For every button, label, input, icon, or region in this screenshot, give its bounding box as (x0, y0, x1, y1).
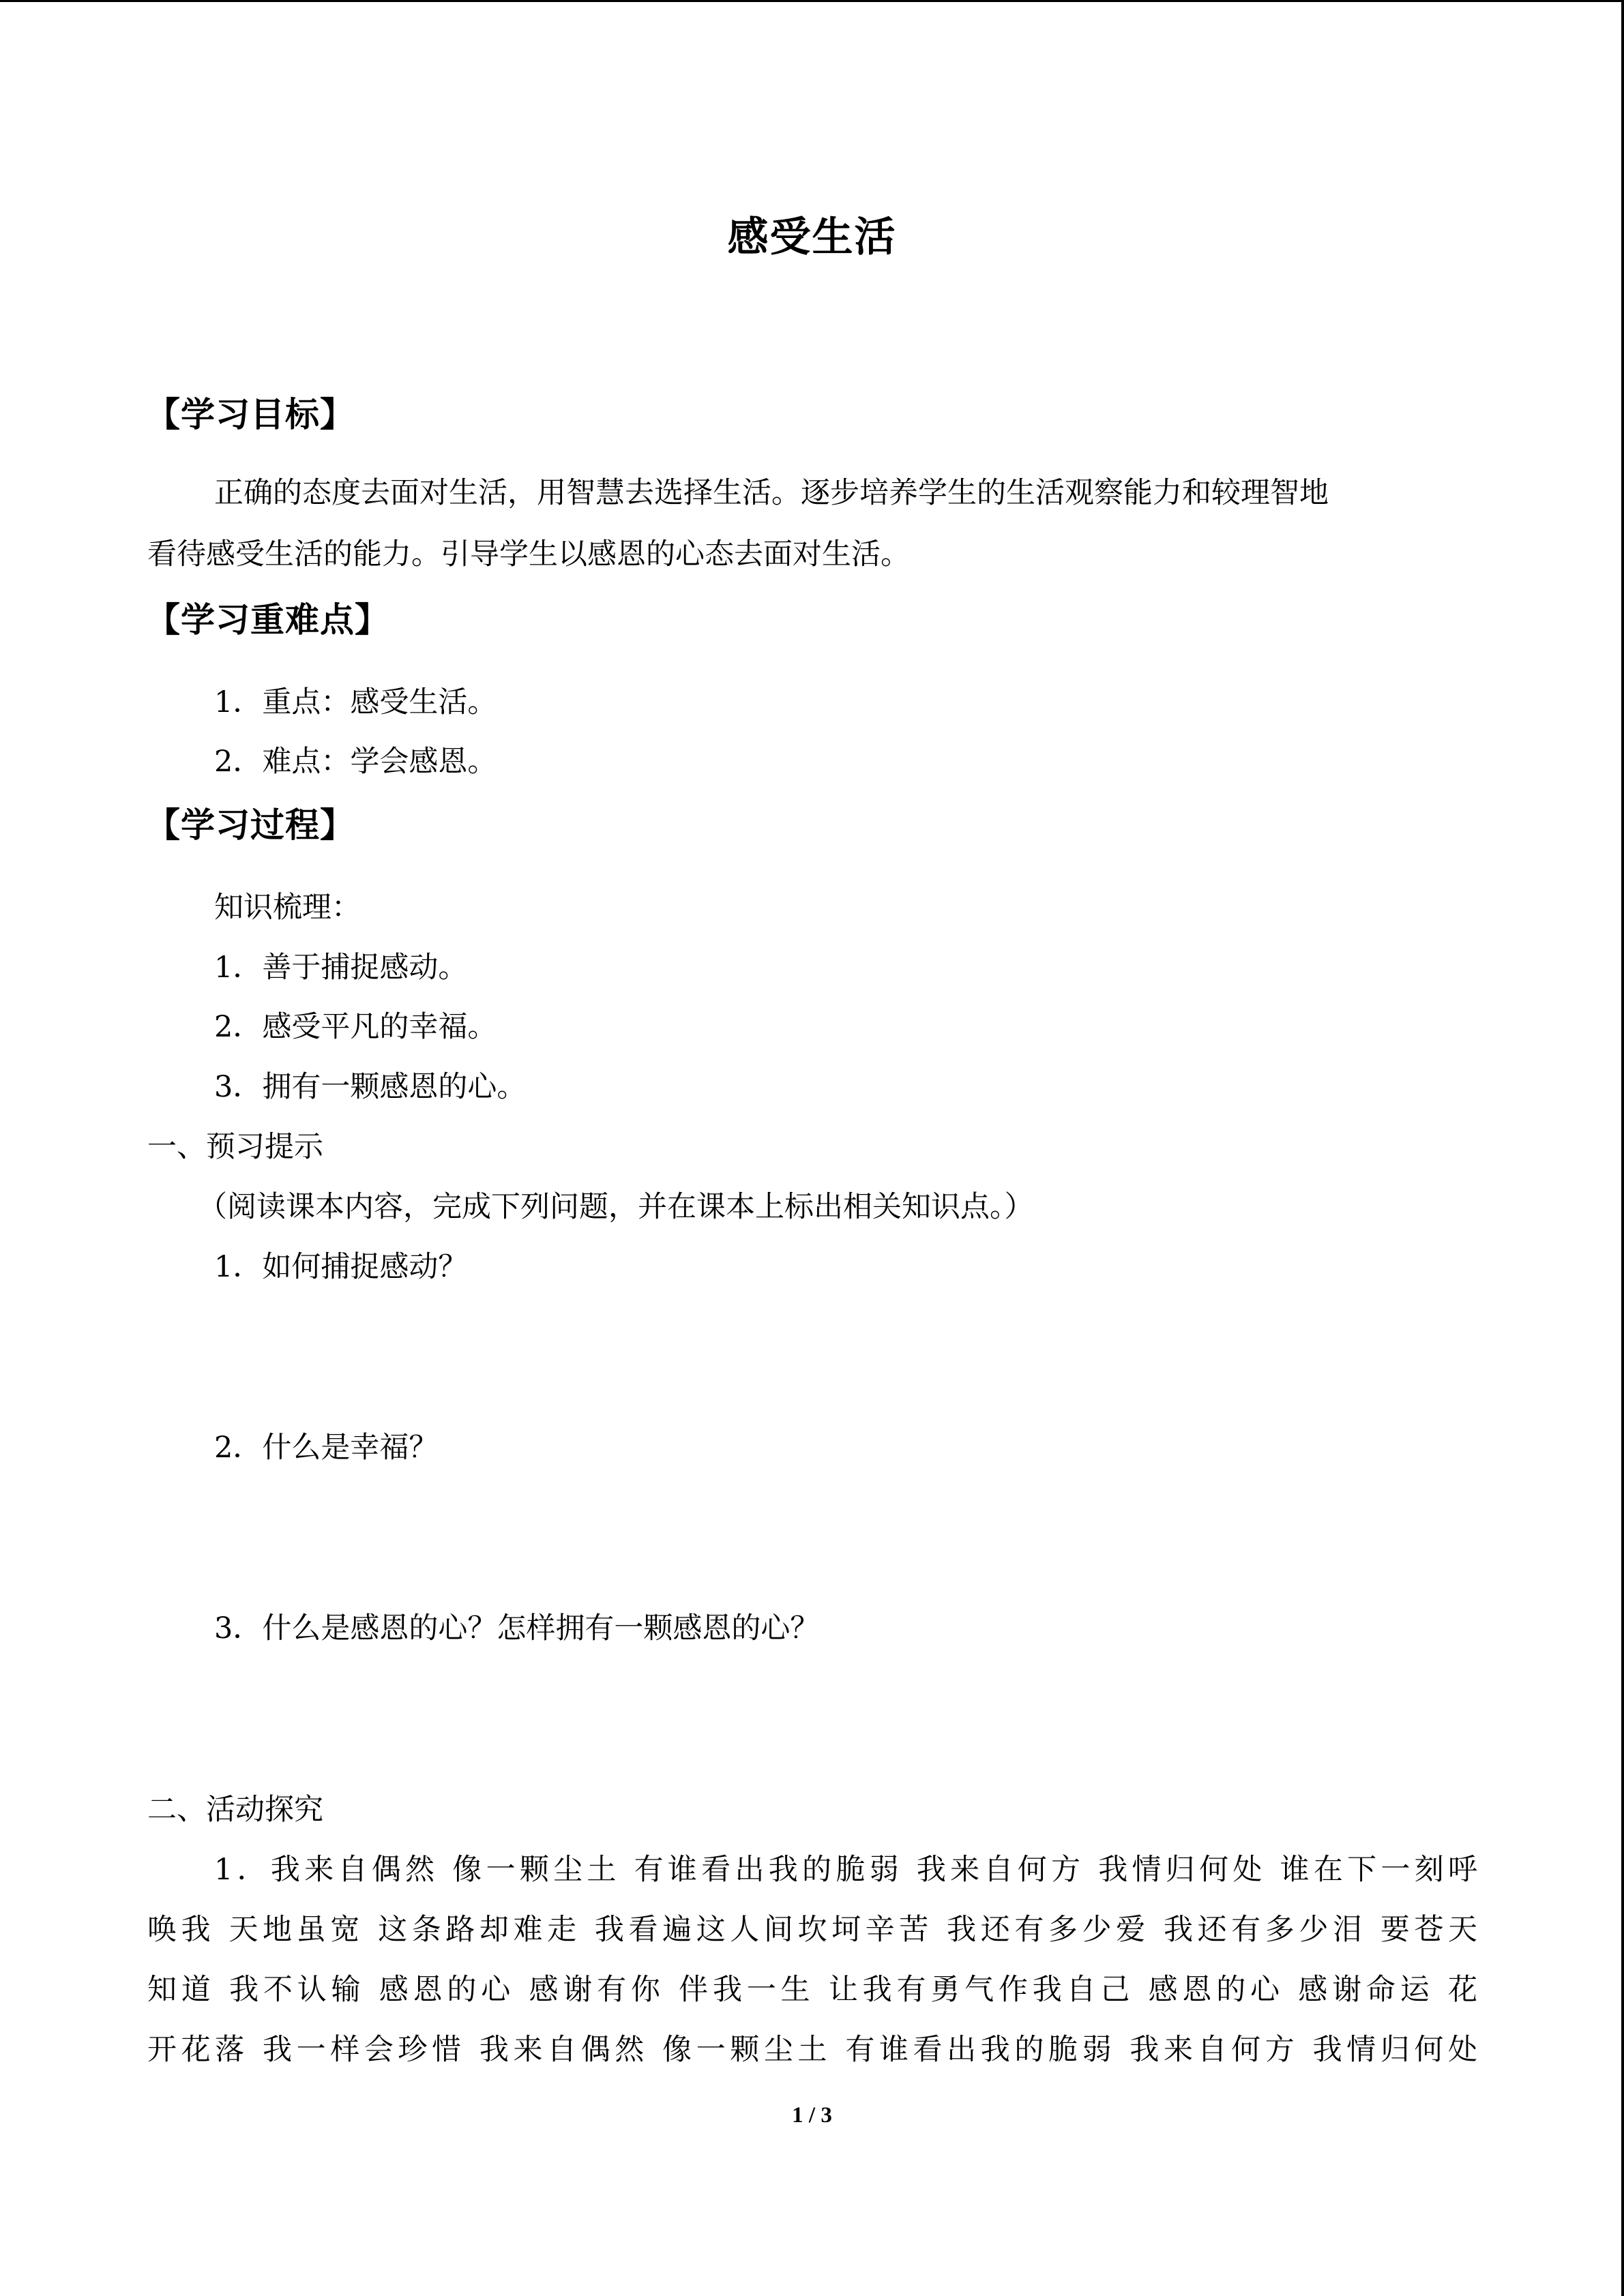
activity-line-3: 知道 我不认输 感恩的心 感谢有你 伴我一生 让我有勇气作我自己 感恩的心 感谢命运 花 (147, 1973, 1477, 2007)
knowledge-item: 1．善于捕捉感动。 (214, 951, 468, 985)
key-point-item: 1．重点：感受生活。 (214, 685, 497, 719)
knowledge-item: 3．拥有一颗感恩的心。 (214, 1070, 527, 1104)
section-heading-key-points: 【学习重难点】 (146, 600, 389, 640)
section-heading-process: 【学习过程】 (146, 805, 355, 845)
page-title: 感受生活 (727, 213, 897, 261)
preview-heading: 一、预习提示 (147, 1130, 323, 1164)
activity-line-4: 开花落 我一样会珍惜 我来自偶然 像一颗尘土 有谁看出我的脆弱 我来自何方 我情归何处 (147, 2033, 1477, 2067)
activity-line-2: 唤我 天地虽宽 这条路却难走 我看遍这人间坎坷辛苦 我还有多少爱 我还有多少泪 要苍天 (147, 1913, 1477, 1947)
preview-instruction: （阅读课本内容，完成下列问题，并在课本上标出相关知识点。） (198, 1190, 1034, 1224)
knowledge-label: 知识梳理： (214, 891, 361, 925)
section-heading-goals: 【学习目标】 (146, 395, 355, 434)
page-number: 1 / 3 (792, 2103, 832, 2128)
knowledge-item: 2．感受平凡的幸福。 (214, 1010, 497, 1044)
preview-question: 3．什么是感恩的心？怎样拥有一颗感恩的心？ (214, 1611, 820, 1645)
key-point-item: 2．难点：学会感恩。 (214, 745, 497, 779)
preview-question: 1．如何捕捉感动？ (214, 1250, 468, 1284)
activity-line-1: 1．我来自偶然 像一颗尘土 有谁看出我的脆弱 我来自何方 我情归何处 谁在下一刻呼 (214, 1853, 1477, 1887)
page-border-top (0, 0, 1624, 2)
activity-heading: 二、活动探究 (147, 1793, 323, 1827)
goals-line-2: 看待感受生活的能力。引导学生以感恩的心态去面对生活。 (147, 537, 910, 571)
goals-line-1: 正确的态度去面对生活，用智慧去选择生活。逐步培养学生的生活观察能力和较理智地 (214, 476, 1329, 510)
preview-question: 2．什么是幸福？ (214, 1431, 439, 1465)
page-border-right (1621, 0, 1624, 2296)
